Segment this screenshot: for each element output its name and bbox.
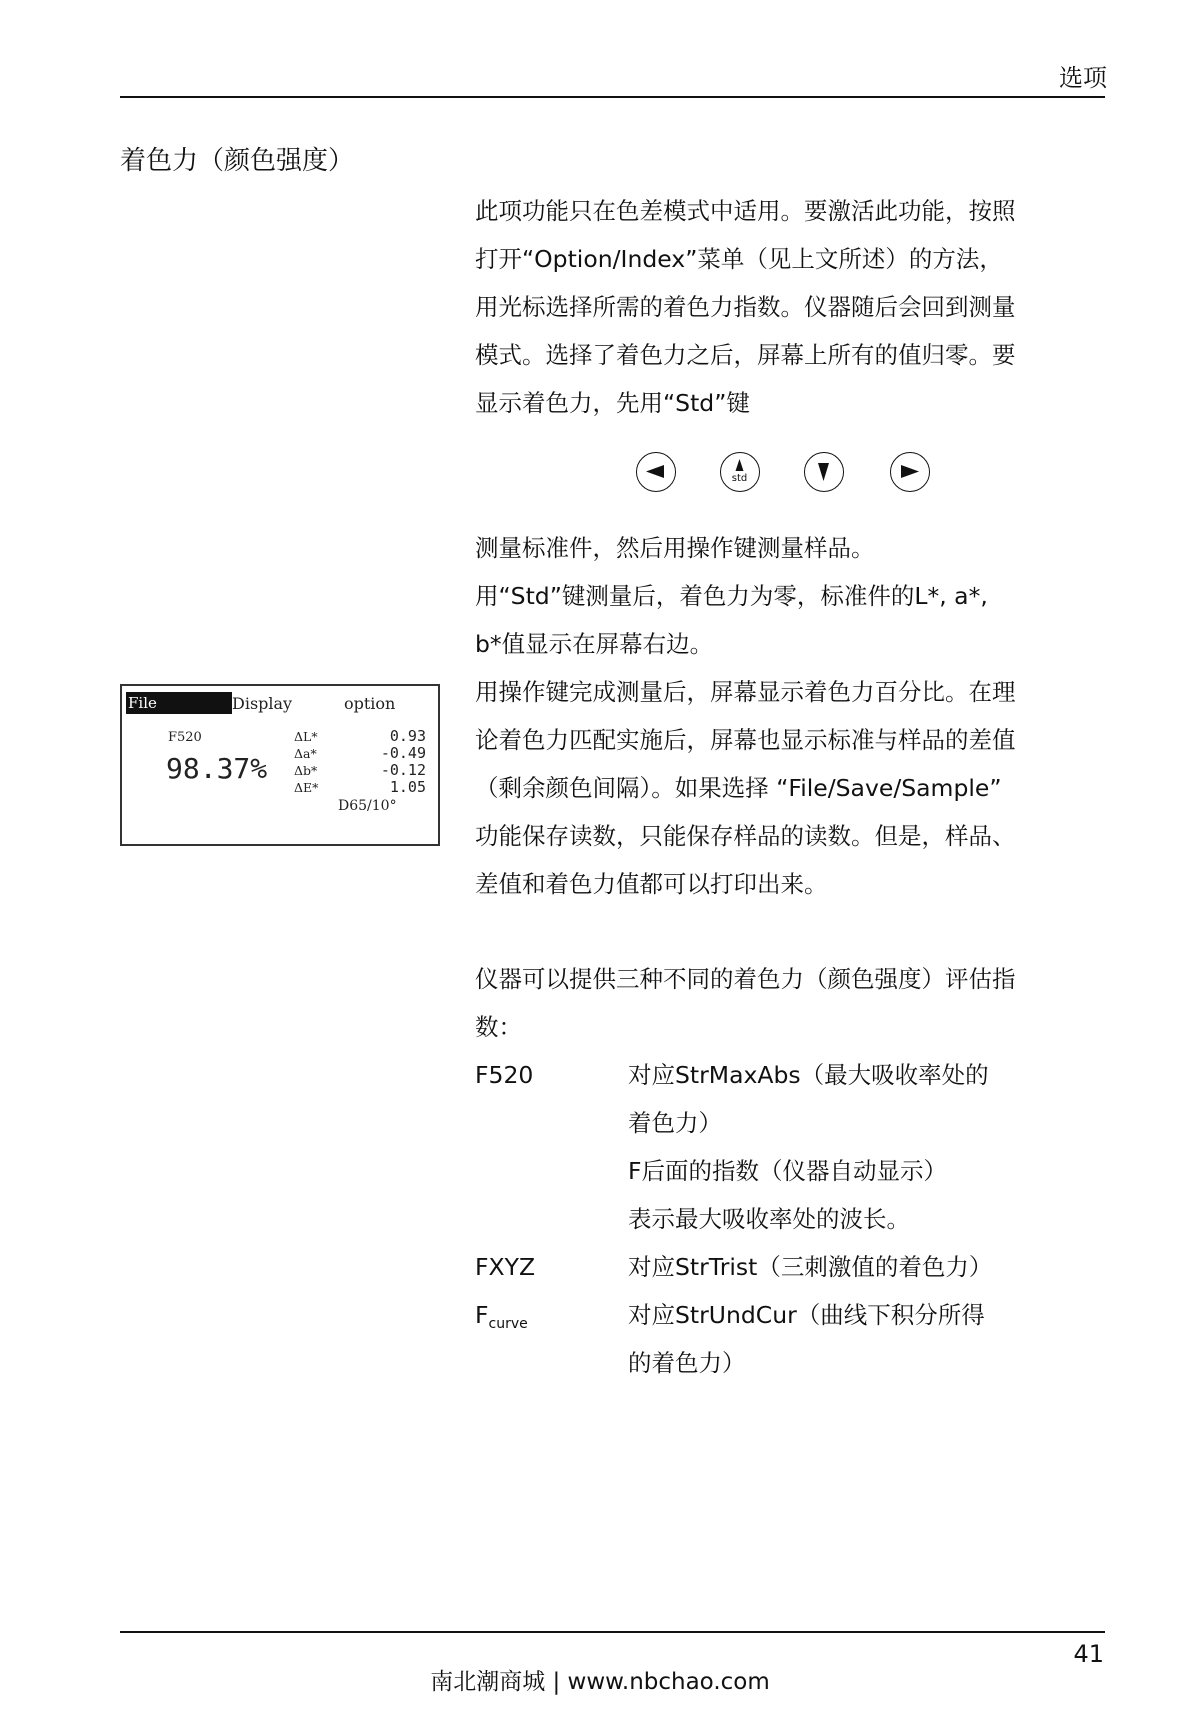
index-description-line: F后面的指数（仪器自动显示） [628,1157,948,1185]
lcd-value: 1.05 [389,778,426,796]
body-line: 用“Std”键测量后，着色力为零，标准件的L*, a*, [475,582,988,610]
lcd-delta-labels [294,728,318,796]
intro-line: 此项功能只在色差模式中适用。要激活此功能，按照 [475,197,1016,225]
intro-line: 用光标选择所需的着色力指数。仪器随后会回到测量 [475,293,1016,321]
body-line: 数： [475,1013,522,1041]
lcd-index-label: F520 [168,730,202,745]
lcd-strength-value: 98.37% [166,752,268,785]
std-key-label: std [731,473,748,484]
down-arrow-icon [804,452,844,492]
evaluation-paragraph [475,955,1107,1051]
body-line: b*值显示在屏幕右边。 [475,630,714,658]
footer-watermark: 南北潮商城 | www.nbchao.com [430,1669,770,1695]
footer-rule [120,1631,1105,1633]
page-number: 41 [1073,1640,1104,1668]
lcd-value: -0.49 [380,744,426,762]
lcd-menu-option: option [344,694,396,713]
index-description [628,1291,1088,1387]
body-line: 测量标准件，然后用操作键测量样品。 [475,534,875,562]
left-arrow-icon [636,452,676,492]
index-description [628,1051,1088,1243]
index-description-line: 的着色力） [628,1349,746,1377]
index-description-line: 表示最大吸收率处的波长。 [628,1205,910,1233]
body-line: 论着色力匹配实施后，屏幕也显示标准与样品的差值 [475,726,1016,754]
intro-line: 显示着色力，先用“Std”键 [475,389,750,417]
lcd-value: -0.12 [380,761,426,779]
body-line: 功能保存读数，只能保存样品的读数。但是，样品、 [475,822,1016,850]
lcd-menu-display: Display [232,694,293,713]
lcd-value: 0.93 [389,727,426,745]
index-description [628,1243,1088,1291]
index-term-subscript: curve [488,1316,528,1332]
key-row [636,452,936,496]
body-line: 差值和着色力值都可以打印出来。 [475,870,828,898]
body-line: 用操作键完成测量后，屏幕显示着色力百分比。在理 [475,678,1016,706]
intro-line: 模式。选择了着色力之后，屏幕上所有的值归零。要 [475,341,1016,369]
measurement-paragraph [475,524,1107,908]
index-description-line: 着色力） [628,1109,722,1137]
lcd-label: Δa* [294,746,317,761]
std-key [720,452,760,492]
index-description-line: 对应StrTrist（三刺激值的着色力） [628,1253,993,1281]
lcd-label: ΔL* [294,729,318,744]
lcd-illuminant: D65/10° [338,798,397,814]
index-term-main: F [475,1301,489,1329]
index-term: F520 [475,1061,534,1089]
intro-paragraph [475,187,1107,427]
lcd-menu-file: File [126,692,232,714]
intro-line: 打开“Option/Index”菜单（见上文所述）的方法， [475,245,1003,273]
body-line: 仪器可以提供三种不同的着色力（颜色强度）评估指 [475,965,1016,993]
header-rule [120,96,1105,98]
header-section-title: 选项 [1059,64,1107,92]
body-line: （剩余颜色间隔）。如果选择 “File/Save/Sample” [475,774,1002,802]
lcd-label: ΔE* [294,780,319,795]
lcd-label: Δb* [294,763,318,778]
section-title: 着色力（颜色强度） [120,146,355,176]
right-arrow-icon [890,452,930,492]
index-term [475,1291,528,1348]
lcd-delta-values [381,728,426,796]
instrument-lcd-screen [120,684,440,846]
index-term: FXYZ [475,1253,536,1281]
index-description-line: 对应StrMaxAbs（最大吸收率处的 [628,1061,989,1089]
index-description-line: 对应StrUndCur（曲线下积分所得 [628,1301,985,1329]
